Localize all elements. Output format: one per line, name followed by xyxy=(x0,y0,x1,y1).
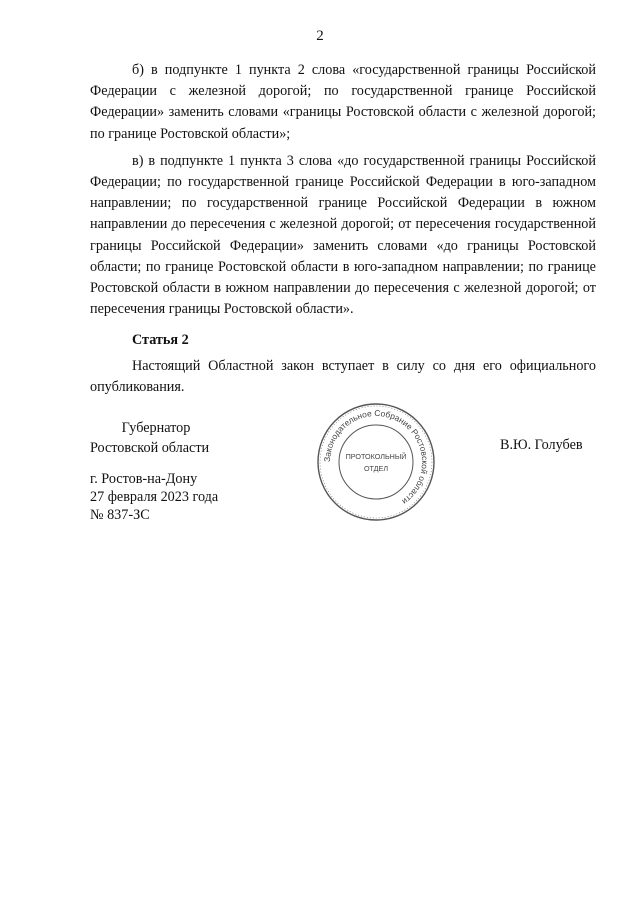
amendment-paragraph-v: в) в подпункте 1 пункта 3 слова «до государственной границы Российской Федерации; по государственной границе Российской Федерации в юго-западном направлении; по государственной границе Российской Федерации в южном направлении до пересечения с железной дорогой; от пересечения государственной границы Российской Федерации» заменить словами «до границы Ростовской области; по границе Ростовской области в юго-западном направлении; по границе Ростовской области в южном направлении до пересечения с железной дорогой; от пересечения границы Ростовской области». xyxy=(90,152,596,318)
city: г. Ростов-на-Дону xyxy=(90,471,198,487)
page-number: 2 xyxy=(316,28,324,44)
signatory-region: Ростовской области xyxy=(90,440,210,456)
stamp-center-line1: ПРОТОКОЛЬНЫЙ xyxy=(345,452,407,461)
amendment-paragraph-b: б) в подпункте 1 пункта 2 слова «государственной границы Российской Федерации с железной дорогой; по государственной границе Российской Федерации» заменить словами «границы Ростовской области с железной дорогой; по границе Ростовской области»; xyxy=(90,62,596,142)
official-stamp xyxy=(314,400,438,524)
article-text: Настоящий Областной закон вступает в силу со дня его официального опубликования. xyxy=(90,357,596,395)
place-and-date xyxy=(90,470,218,524)
article-heading: Статья 2 xyxy=(132,332,189,349)
signatory-name: В.Ю. Голубев xyxy=(500,437,583,453)
stamp-ring-text: Законодательное Собрание Ростовской области xyxy=(321,407,431,507)
document-body xyxy=(90,60,596,404)
date: 27 февраля 2023 года xyxy=(90,489,219,505)
stamp-center-line2: ОТДЕЛ xyxy=(363,464,389,473)
signatory-title: Губернатор xyxy=(121,420,191,436)
signatory-position xyxy=(90,418,222,458)
law-number: № 837-ЗС xyxy=(90,507,150,523)
